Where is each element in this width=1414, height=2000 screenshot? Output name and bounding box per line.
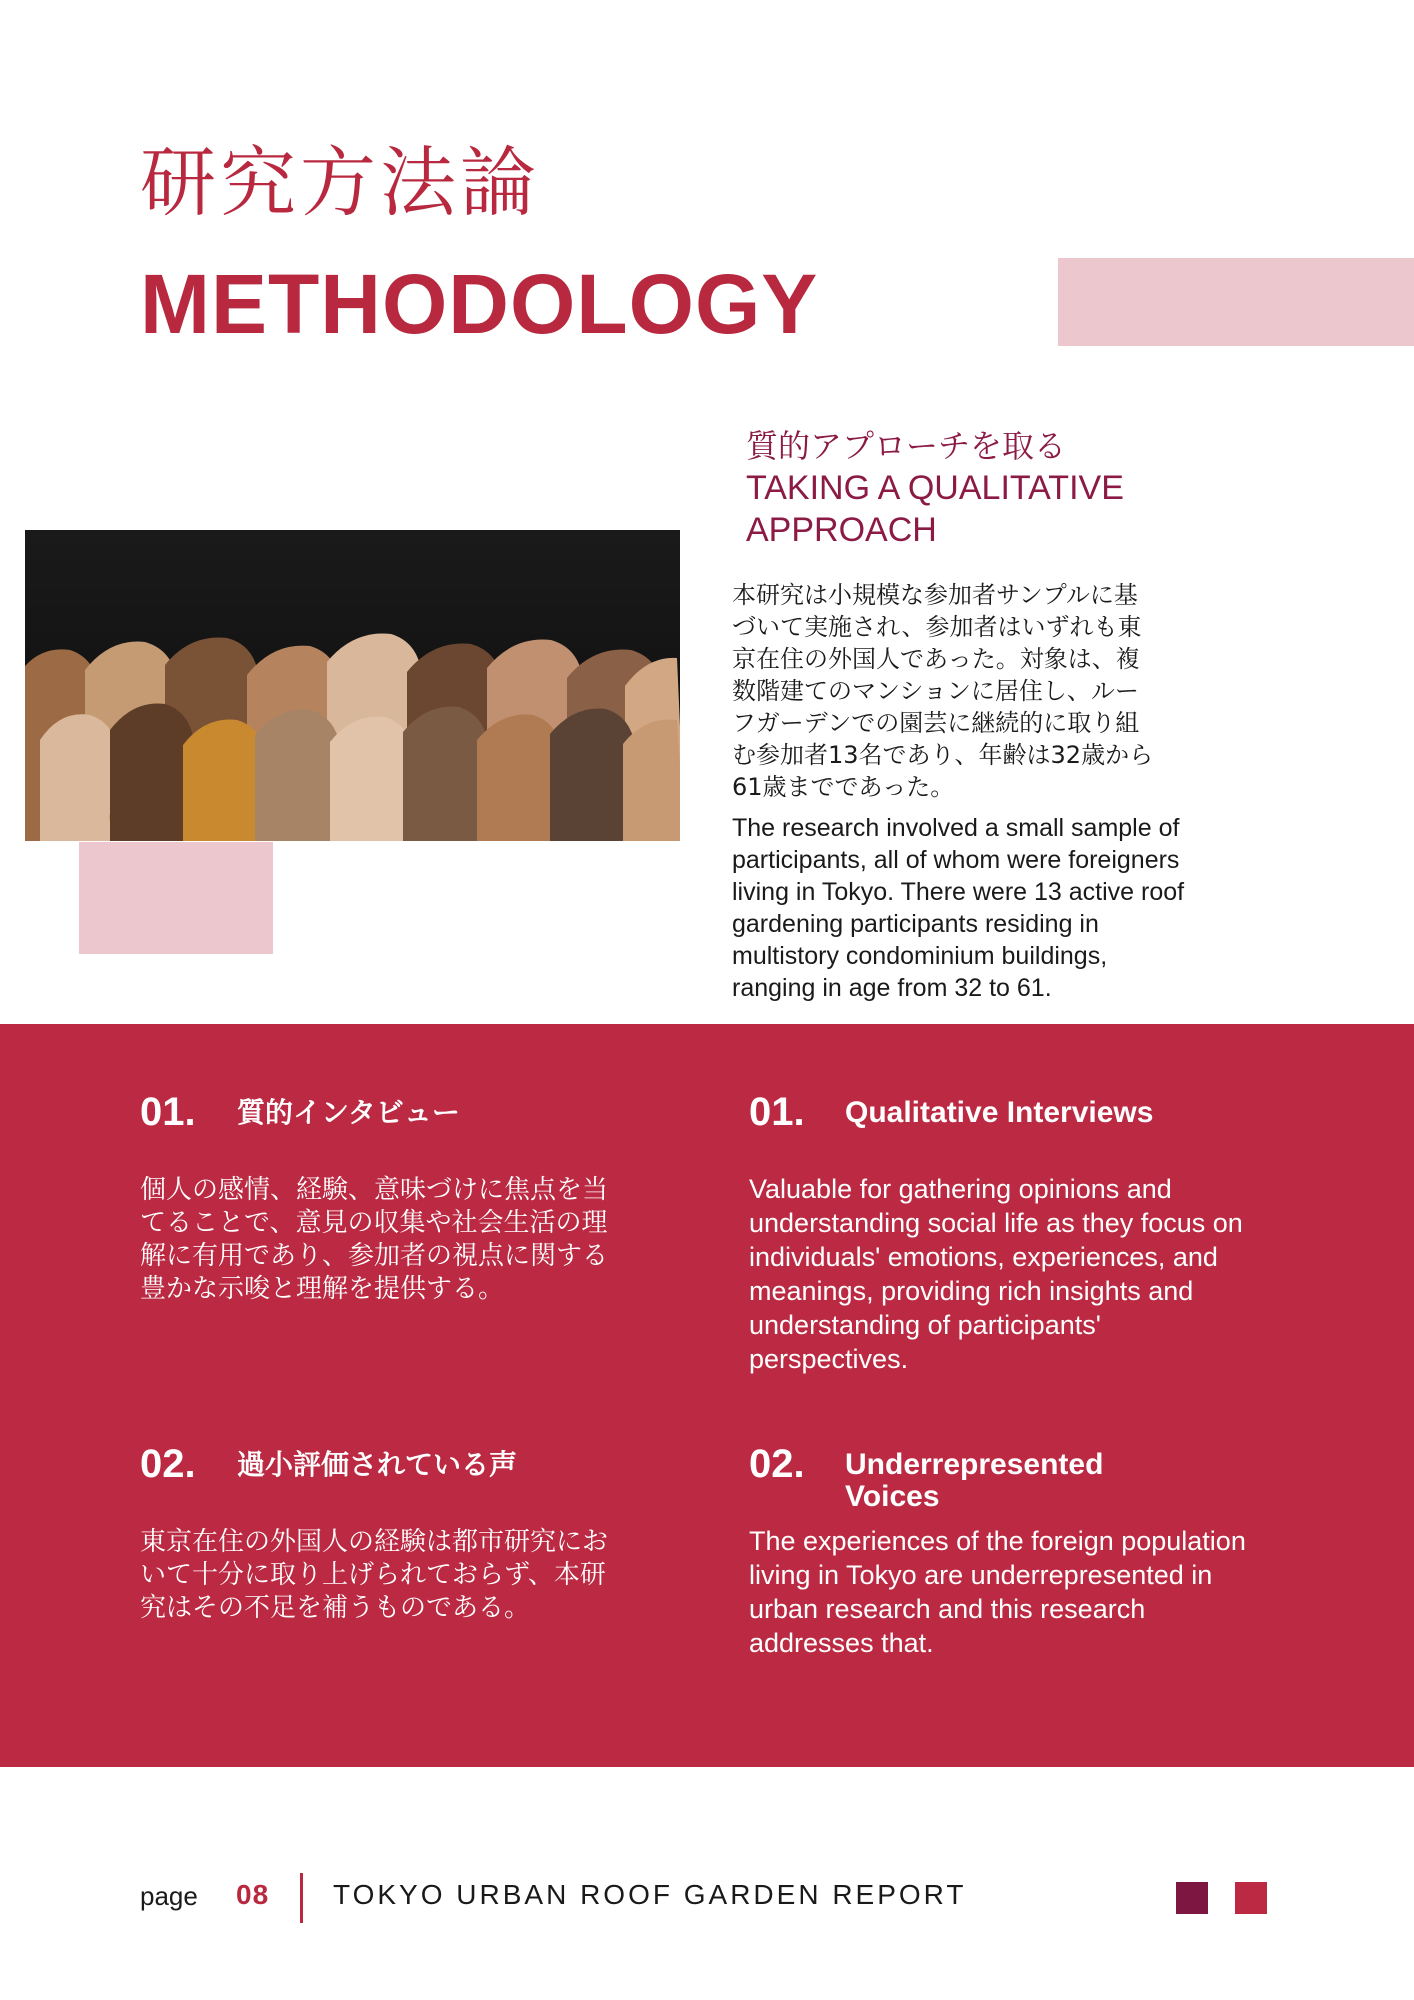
section-heading-voices-jp: 過小評価されている声 — [237, 1448, 518, 1481]
text-line: てることで、意見の収集や社会生活の理 — [140, 1208, 608, 1238]
text-line: 豊かな示唆と理解を提供する。 — [140, 1274, 505, 1304]
report-title: TOKYO URBAN ROOF GARDEN REPORT — [333, 1879, 967, 1910]
text-line: む参加者13名であり、年齢は32歳から — [732, 741, 1154, 769]
footer-divider — [300, 1873, 303, 1923]
text-line: 京在住の外国人であった。対象は、複 — [732, 645, 1140, 673]
text-line: addresses that. — [749, 1628, 934, 1658]
text-line: 本研究は小規模な参加者サンプルに基 — [732, 581, 1138, 609]
text-line: The research involved a small sample of — [732, 814, 1180, 842]
text-line: 数階建てのマンションに居住し、ルー — [732, 677, 1139, 705]
text-line: フガーデンでの園芸に継続的に取り組 — [732, 709, 1140, 737]
section-number-02-en: 02. — [749, 1442, 805, 1486]
text-line: Valuable for gathering opinions and — [749, 1174, 1172, 1204]
page-number: 08 — [236, 1879, 270, 1910]
text-line: participants, all of whom were foreigners — [732, 846, 1180, 874]
section-number-02-jp: 02. — [140, 1442, 196, 1486]
section-heading-interviews-en: Qualitative Interviews — [845, 1096, 1154, 1129]
text-line: Voices — [845, 1480, 940, 1513]
text-line: understanding of participants' — [749, 1310, 1101, 1340]
section-text-voices-en — [749, 1524, 1369, 1660]
section-text-voices-jp — [140, 1526, 680, 1625]
text-line: living in Tokyo. There were 13 active roof — [732, 878, 1185, 906]
decorative-square-red — [1235, 1882, 1267, 1914]
text-line: Underrepresented — [845, 1448, 1104, 1481]
text-line: individuals' emotions, experiences, and — [749, 1242, 1218, 1272]
intro-subtitle-english: TAKING A QUALITATIVE APPROACH — [746, 469, 1124, 549]
text-line: The experiences of the foreign population — [749, 1526, 1246, 1556]
text-line: 東京在住の外国人の経験は都市研究にお — [140, 1527, 609, 1557]
intro-subtitle-japanese: 質的アプローチを取る — [746, 427, 1067, 465]
text-line: urban research and this research — [749, 1594, 1146, 1624]
text-line: multistory condominium buildings, — [732, 942, 1108, 970]
intro-body-japanese — [732, 579, 1212, 803]
heads-silhouette-illustration — [25, 530, 680, 841]
text-line: づいて実施され、参加者はいずれも東 — [732, 613, 1142, 641]
decorative-pink-block-top — [1058, 258, 1414, 346]
diverse-heads-photo — [25, 530, 680, 841]
text-line: perspectives. — [749, 1344, 909, 1374]
page-title-japanese: 研究方法論 — [140, 138, 540, 227]
page-title-english: METHODOLOGY — [140, 257, 819, 351]
section-number-01-jp: 01. — [140, 1090, 196, 1134]
section-number-01-en: 01. — [749, 1090, 805, 1134]
text-line: いて十分に取り上げられておらず、本研 — [140, 1560, 606, 1590]
text-line: 究はその不足を補うものである。 — [140, 1593, 531, 1623]
intro-body-english — [732, 812, 1222, 1004]
section-text-interviews-jp — [140, 1174, 680, 1306]
text-line: 解に有用であり、参加者の視点に関する — [140, 1241, 609, 1271]
text-line: gardening participants residing in — [732, 910, 1099, 938]
page-label: page — [140, 1881, 198, 1911]
text-line: living in Tokyo are underrepresented in — [749, 1560, 1213, 1590]
text-line: meanings, providing rich insights and — [749, 1276, 1194, 1306]
section-heading-interviews-jp: 質的インタビュー — [237, 1096, 460, 1129]
section-text-interviews-en — [749, 1172, 1349, 1376]
text-line: 61歳までであった。 — [732, 773, 955, 801]
text-line: ranging in age from 32 to 61. — [732, 974, 1052, 1002]
decorative-pink-block-photo — [79, 842, 273, 954]
section-heading-voices-en — [845, 1449, 1103, 1513]
text-line: understanding social life as they focus on — [749, 1208, 1243, 1238]
text-line: 個人の感情、経験、意味づけに焦点を当 — [140, 1175, 609, 1205]
decorative-square-dark — [1176, 1882, 1208, 1914]
